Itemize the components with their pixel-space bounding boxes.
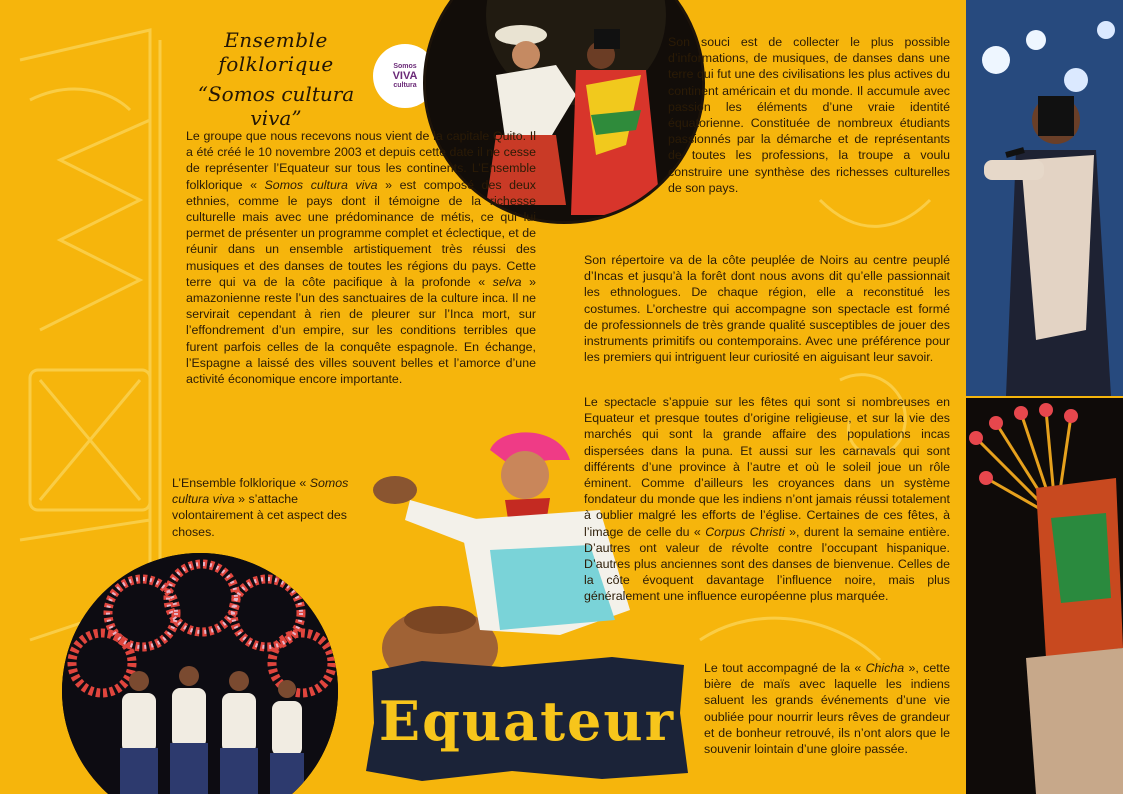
title-text: Equateur (378, 689, 676, 753)
aspect-text-b: » s’attache volontairement à cet aspect des choses. (172, 492, 347, 539)
spectacle-paragraph (584, 394, 950, 605)
chicha-word: Chicha (865, 661, 905, 675)
photo-masked-dancer (966, 398, 1123, 794)
spectacle-text-a: Le spectacle s’appuie sur les fêtes qui sont si nombreuses en Equateur et presque toutes d’origine religieuse, et sur la vie des marchés qui sont la grande affaire des populations incas dispersées dans la puna. Et aussi sur les carnavals qui sont différents d’une province à l’autre et où le soleil joue un rôle éminent. Comme d’ailleurs les croyances dans un système fondateur du monde que les indiens n’ont jamais réussi totalement à oublier malgré les efforts de l’église. Certaines de ces fêtes, à l’image de celle du « (584, 395, 950, 539)
repertoire-text: Son répertoire va de la côte peuplée de Noirs au centre peuplé d’Incas et jusqu’à la forêt dont nous avons dit qu’elle passionnait les ethnologues. De chaque région, elle a reconstitué les costumes. L’orchestre qui accompagne son spectacle est formé de professionnels de très grande qualité susceptibles de jouer des instruments primitifs ou contemporains. Avec une préférence pour les premiers qui intriguent leur curiosité en aiguisant leur savoir. (584, 253, 950, 365)
title-banner (362, 653, 692, 785)
collection-text: Son souci est de collecter le plus possible d’informations, de musiques, de danses dans une terre qui fut une des civilisations les plus actives du continent américain et du monde. Il accumule avec passion les éléments d’une vraie identité équatorienne. Constituée de nombreux étudiants passionnés par la démarche et de représentants de toutes les professions, la troupe a voulu construire une synthèse des richesses culturelles de son pays. (668, 35, 950, 195)
logo-text-bottom: cultura (393, 82, 417, 89)
chicha-text-b: », cette bière de maïs avec laquelle les indiens saluent les grands événements d’une vie oubliée pour nourrir leurs rêves de grandeur et de bonheur retrouvé, ils n’ont alors que le souvenir lointain d’une gloire passée. (704, 661, 950, 757)
heading-line-2: “Somos cultura viva” (197, 82, 355, 130)
corpus-christi: Corpus Christi (705, 524, 785, 539)
article-heading (186, 28, 366, 130)
ensemble-aspect-paragraph (172, 475, 350, 540)
photo-singer (966, 0, 1123, 396)
heading-line-1: Ensemble folklorique (218, 28, 334, 76)
collection-paragraph (668, 34, 950, 196)
photo-flower-arches (62, 553, 338, 794)
intro-text-a: Le groupe que nous recevons nous vient de la capitale Quito. Il a été créé le 10 novembre 2003 et depuis cette date il ne cesse de représenter l’Equateur sur tous les continents. L’Ensemble folklorique « (186, 129, 536, 192)
aspect-ensemble-name: Somos cultura viva (172, 476, 349, 507)
aspect-text-a: L’Ensemble folklorique « (172, 476, 310, 490)
repertoire-paragraph (584, 252, 950, 365)
logo-text-top: Somos (393, 63, 417, 70)
intro-selva: selva (492, 274, 522, 289)
intro-text-b: » est composé des deux ethnies, comme le pays dont il témoigne de la richesse culturelle mais avec une prédominance de métis, ce qui lui permet de présenter un programme complet et éclectique, et de réunir dans un ensemble artistiquement très réussi des musiques et des danses de toutes les régions du pays. Cette terre qui va de la côte pacifique à la profonde « (186, 177, 536, 289)
intro-text-c: » amazonienne reste l’un des sanctuaires de la culture inca. Il ne servirait cependant à rien de pleurer sur l’Inca mort, sur l’effondrement d’un empire, sur les conditions terribles que furent parfois celles de la conquête espagnole. En échange, l’Espagne a laissé des villes souvent belles et l’amorce d’une activité économique encore importante. (186, 274, 536, 387)
logo-text-main: VIVA (392, 70, 418, 82)
spectacle-text-b: », durent la semaine entière. D’autres ont valeur de révolte contre l’occupant hispanique. D’autres plus anciennes sont des danses de bienvenue. Celles de la côte évoquent davantage l’influence noire, mais plus généralement une influence européenne plus marquée. (584, 524, 951, 604)
chicha-paragraph (704, 660, 950, 757)
chicha-text-a: Le tout accompagné de la « (704, 661, 866, 675)
intro-ensemble-name: Somos cultura viva (264, 177, 378, 192)
intro-paragraph (186, 128, 536, 387)
